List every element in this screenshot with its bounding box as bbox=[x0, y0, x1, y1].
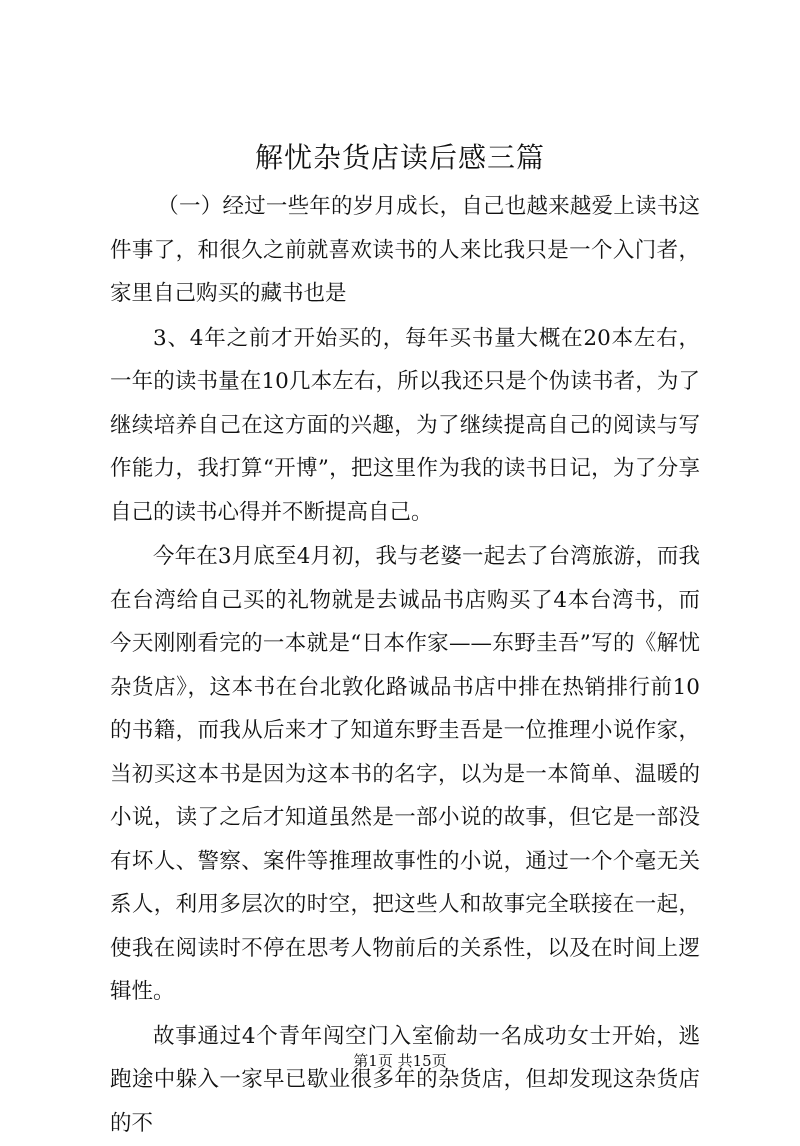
paragraph-2: 3、4年之前才开始买的，每年买书量大概在20本左右，一年的读书量在10几本左右，所以我还只是个伪读书者，为了继续培养自己在这方面的兴趣，为了继续提高自己的阅读与写作能力，我打算“开博”，把这里作为我的读书日记，为了分享自己的读书心得并不断提高自己。 bbox=[110, 325, 700, 525]
page-number-footer: 第1页 共15页 bbox=[353, 1052, 447, 1070]
document-body bbox=[110, 185, 700, 1146]
paragraph-4: 故事通过4个青年闯空门入室偷劫一名成功女士开始，逃跑途中躲入一家早已歇业很多年的杂货店，但却发现这杂货店的不 bbox=[110, 1023, 700, 1136]
paragraph-1: （一）经过一些年的岁月成长，自己也越来越爱上读书这件事了，和很久之前就喜欢读书的人来比我只是一个入门者，家里自己购买的藏书也是 bbox=[110, 194, 700, 306]
document-title: 解忧杂货店读后感三篇 bbox=[254, 141, 545, 174]
paragraph-3: 今年在3月底至4月初，我与老婆一起去了台湾旅游，而我在台湾给自己买的礼物就是去诚品书店购买了4本台湾书，而今天刚刚看完的一本就是“日本作家——东野圭吾”写的《解忧杂货店》，这本书在台北敦化路诚品书店中排在热销排行前10的书籍，而我从后来才了知道东野圭吾是一位推理小说作家，当初买这本书是因为这本书的名字，以为是一本简单、温暖的小说，读了之后才知道虽然是一部小说的故事，但它是一部没有坏人、警察、案件等推理故事性的小说，通过一个个毫无关系人，利用多层次的时空，把这些人和故事完全联接在一起，使我在阅读时不停在思考人物前后的关系性，以及在时间上逻辑性。 bbox=[110, 544, 700, 1004]
